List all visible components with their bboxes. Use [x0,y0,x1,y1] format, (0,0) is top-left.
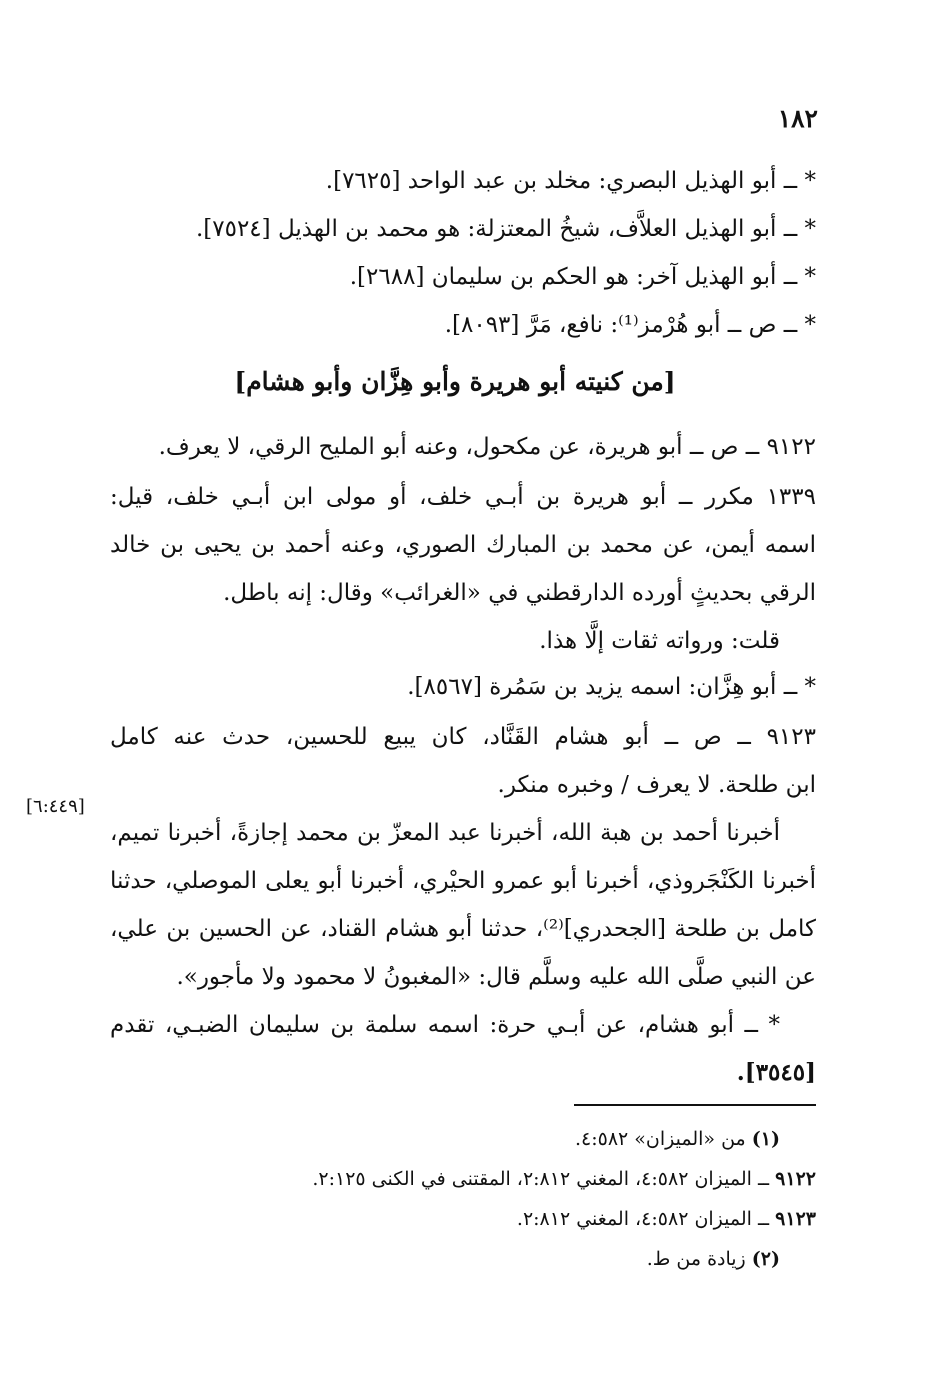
qult-line: قلت: ورواته ثقات إلَّا هذا. [539,628,780,654]
footnote-number: (٢) [751,1248,780,1270]
entry-1339-line1: ١٣٣٩ مكرر ــ أبو هريرة بن أبـي خلف، أو مولى ابن أبـي خلف، قيل: [110,484,816,510]
footnote-number: ٩١٢٢ [775,1168,816,1190]
entry-9122: ٩١٢٢ ــ ص ــ أبو هريرة، عن مكحول، وعنه أبو المليح الرقي، لا يعرف. [158,434,816,460]
entry-9123-line2: ابن طلحة. لا يعرف / وخبره منكر. [497,772,816,798]
footnote-number: (١) [751,1128,780,1150]
isnad-line3: كامل بن طلحة [الجحدري]⁽²⁾، حدثنا أبو هشام القناد، عن الحسين بن علي، [110,916,816,942]
isnad-line4: عن النبي صلَّى الله عليه وسلَّم قال: «المغبونُ لا محمود ولا مأجور». [176,964,816,990]
footnote-1 [110,1126,780,1152]
entry-line: * ــ ص ــ أبو هُرْمز⁽¹⁾: نافع، مَرَّ [٨٠٩٣]. [444,312,816,338]
footnote-divider [574,1104,816,1106]
footnote-text: ــ الميزان ٤:٥٨٢، المغني ٢:٨١٢. [516,1208,770,1230]
section-heading: [من كنيته أبو هريرة وأبو هِزَّان وأبو هشام] [234,367,676,396]
entry-1339-line3: الرقي بحديثٍ أورده الدارقطني في «الغرائب» وقال: إنه باطل. [223,580,816,606]
isnad-line1: أخبرنا أحمد بن هبة الله، أخبرنا عبد المعزّ بن محمد إجازةً، أخبرنا تميم، [110,820,780,846]
entry-abu-hisham-line2: [٣٥٤٥]. [736,1059,816,1086]
entry-hizzan: * ــ أبو هِزَّان: اسمه يزيد بن سَمُرة [٨٥٦٧]. [407,674,816,700]
footnote-number: ٩١٢٣ [775,1208,816,1230]
entry-line: * ــ أبو الهذيل البصري: مخلد بن عبد الواحد [٧٦٢٥]. [325,168,816,194]
entry-9123-line1: ٩١٢٣ ــ ص ــ أبو هشام القَنَّاد، كان يبيع للحسين، حدث عنه كامل [110,724,816,750]
page-number: ١٨٢ [777,104,818,133]
footnote-9122 [110,1166,816,1192]
entry-line: * ــ أبو الهذيل العلاَّف، شيخُ المعتزلة: هو محمد بن الهذيل [٧٥٢٤]. [195,216,816,242]
footnote-text: زيادة من ط. [646,1248,746,1270]
margin-reference: [٦:٤٤٩] [26,796,85,817]
footnote-text: ــ الميزان ٤:٥٨٢، المغني ٢:٨١٢، المقتنى في الكنى ٢:١٢٥. [312,1168,770,1190]
footnote-text: من «الميزان» ٤:٥٨٢. [574,1128,746,1150]
entry-line: * ــ أبو الهذيل آخر: هو الحكم بن سليمان [٢٦٨٨]. [349,264,816,290]
entry-1339-line2: اسمه أيمن، عن محمد بن المبارك الصوري، وعنه أحمد بن يحيى بن خالد [110,532,816,558]
entry-abu-hisham-line1: * ــ أبو هشام، عن أبـي حرة: اسمه سلمة بن سليمان الضبـي، تقدم [110,1012,780,1038]
footnote-9123 [110,1206,816,1232]
footnote-2 [110,1246,780,1272]
isnad-line2: أخبرنا الكَنْجَروذي، أخبرنا أبو عمرو الحيْري، أخبرنا أبو يعلى الموصلي، حدثنا [110,868,816,894]
